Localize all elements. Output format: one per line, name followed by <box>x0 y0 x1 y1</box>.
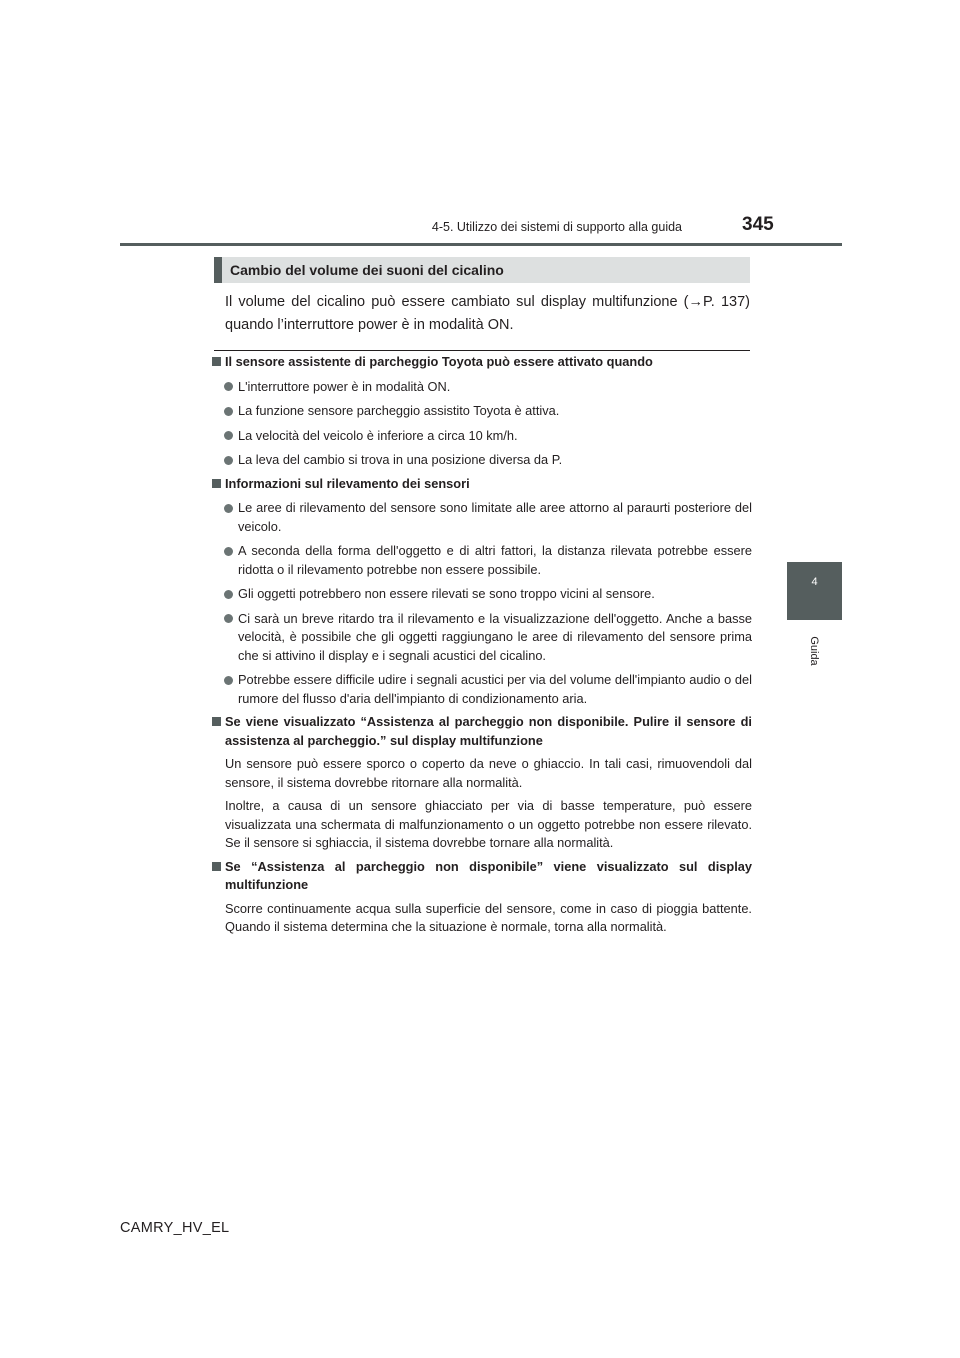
list-item-text: Le aree di rilevamento del sensore sono limitate alle aree attorno al paraurti posteriore del veicolo. <box>238 500 752 534</box>
circle-bullet-icon <box>224 407 233 416</box>
list-item <box>212 542 752 579</box>
note-heading <box>212 475 752 494</box>
section-title: Cambio del volume dei suoni del cicalino <box>214 257 750 283</box>
circle-bullet-icon <box>224 431 233 440</box>
note-heading-text: Informazioni sul rilevamento dei sensori <box>225 475 470 491</box>
circle-bullet-icon <box>224 614 233 623</box>
note-heading-text: Se “Assistenza al parcheggio non disponibile” viene visualizzato sul display multifunzione <box>225 858 752 892</box>
chapter-tab <box>787 562 842 620</box>
circle-bullet-icon <box>224 382 233 391</box>
list-item <box>212 427 752 446</box>
chapter-label-text: Guida <box>808 636 820 666</box>
list-item <box>212 499 752 536</box>
square-bullet-icon <box>212 862 221 871</box>
note-paragraph: Scorre continuamente acqua sulla superficie del sensore, come in caso di pioggia battente. Quando il sistema determina che la situazione è normale, torna alla normalità. <box>225 900 752 934</box>
list-item-text: L'interruttore power è in modalità ON. <box>238 378 451 394</box>
list-item <box>212 610 752 666</box>
square-bullet-icon <box>212 357 221 366</box>
note-heading-text: Se viene visualizzato “Assistenza al parcheggio non disponibile. Pulire il sensore di assistenza al parcheggio.” sul display multifunzione <box>225 714 752 748</box>
circle-bullet-icon <box>224 547 233 556</box>
circle-bullet-icon <box>224 590 233 599</box>
footer-code: CAMRY_HV_EL <box>120 1220 230 1236</box>
list-item-text: Gli oggetti potrebbero non essere rilevati se sono troppo vicini al sensore. <box>238 586 655 601</box>
note-paragraph: Inoltre, a causa di un sensore ghiacciato per via di basse temperature, può essere visualizzata una schermata di malfunzionamento o un oggetto potrebbe non essere rilevato. Se il sensore si sghiaccia, il sistema dovrebbe tornare alla normalità. <box>225 798 752 850</box>
list-item-text: Potrebbe essere difficile udire i segnali acustici per via del volume dell'impianto audio o del rumore del flusso d'aria dell'impianto di condizionamento aria. <box>238 672 752 706</box>
list-item-text: La leva del cambio si trova in una posizione diversa da P. <box>238 452 563 467</box>
list-item <box>212 451 752 470</box>
circle-bullet-icon <box>224 504 233 513</box>
square-bullet-icon <box>212 717 221 726</box>
chapter-number: 4 <box>811 576 818 588</box>
running-header-section: 4-5. Utilizzo dei sistemi di supporto alla guida <box>431 220 682 234</box>
page-number: 345 <box>742 214 774 235</box>
chapter-label <box>806 628 822 674</box>
list-item-text: A seconda della forma dell'oggetto e di altri fattori, la distanza rilevata potrebbe essere ridotta o il rilevamento potrebbe non essere possibile. <box>238 543 752 577</box>
list-item <box>212 402 752 421</box>
list-item-text: La funzione sensore parcheggio assistito Toyota è attiva. <box>238 403 560 418</box>
square-bullet-icon <box>212 479 221 488</box>
main-section <box>214 257 750 351</box>
list-item-text: Ci sarà un breve ritardo tra il rilevamento e la visualizzazione dell'oggetto. Anche a basse velocità, è possibile che gli oggetti raggiungano le aree di rilevamento del sensore prima che si attivino il display e i segnali acustici del cicalino. <box>238 610 752 663</box>
note-heading <box>212 713 752 750</box>
list-item <box>212 378 752 397</box>
circle-bullet-icon <box>224 676 233 685</box>
circle-bullet-icon <box>224 456 233 465</box>
section-intro: Il volume del cicalino può essere cambiato sul display multifunzione (→P. 137) quando l’interruttore power è in modalità ON. <box>225 294 750 333</box>
list-item-text: La velocità del veicolo è inferiore a circa 10 km/h. <box>238 427 518 443</box>
list-item <box>212 671 752 708</box>
note-heading <box>212 858 752 895</box>
list-item <box>212 585 752 604</box>
note-paragraph: Un sensore può essere sporco o coperto da neve o ghiaccio. In tali casi, rimuovendoli dal sensore, il sistema dovrebbe ritornare alla normalità. <box>225 756 752 790</box>
note-heading-text: Il sensore assistente di parcheggio Toyota può essere attivato quando <box>225 354 653 369</box>
notes-list <box>212 351 752 937</box>
note-heading <box>212 353 752 372</box>
header-rule <box>120 243 842 246</box>
